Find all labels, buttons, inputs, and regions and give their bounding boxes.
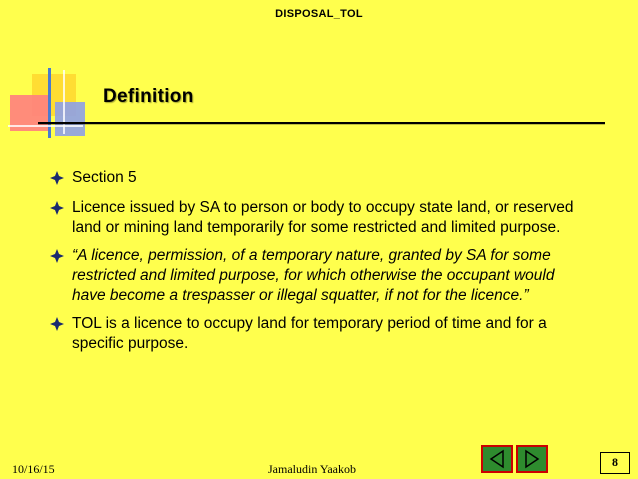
footer-date: 10/16/15: [12, 462, 55, 476]
bullet-text: “A licence, permission, of a temporary nature, granted by SA for some restricted and limited purpose, for which otherwise the occupant would have become a trespasser or illegal squatter, if not for the licence.”: [72, 247, 555, 304]
diamond-bullet-icon: [50, 246, 72, 268]
bullet-list: [50, 168, 590, 362]
list-item: [50, 168, 590, 190]
footer-author: Jamaludin Yaakob: [268, 462, 356, 476]
list-item: [50, 314, 590, 354]
title-underline: [38, 122, 605, 124]
previous-slide-button[interactable]: [481, 445, 513, 473]
triangle-right-icon: [518, 447, 546, 471]
triangle-left-icon: [483, 447, 511, 471]
bullet-text: TOL is a licence to occupy land for temporary period of time and for a specific purpose.: [72, 315, 547, 352]
page-number: 8: [600, 452, 630, 474]
diamond-bullet-icon: [50, 198, 72, 220]
bullet-text: Section 5: [72, 169, 137, 186]
next-slide-button[interactable]: [516, 445, 548, 473]
slide-title: Definition: [103, 86, 194, 107]
diamond-bullet-icon: [50, 168, 72, 190]
bullet-text: Licence issued by SA to person or body to occupy state land, or reserved land or mining land temporarily for some restricted and limited purpose.: [72, 199, 574, 236]
list-item: [50, 198, 590, 238]
slide-header: DISPOSAL_TOL: [275, 8, 363, 20]
diamond-bullet-icon: [50, 314, 72, 336]
list-item: [50, 246, 590, 306]
